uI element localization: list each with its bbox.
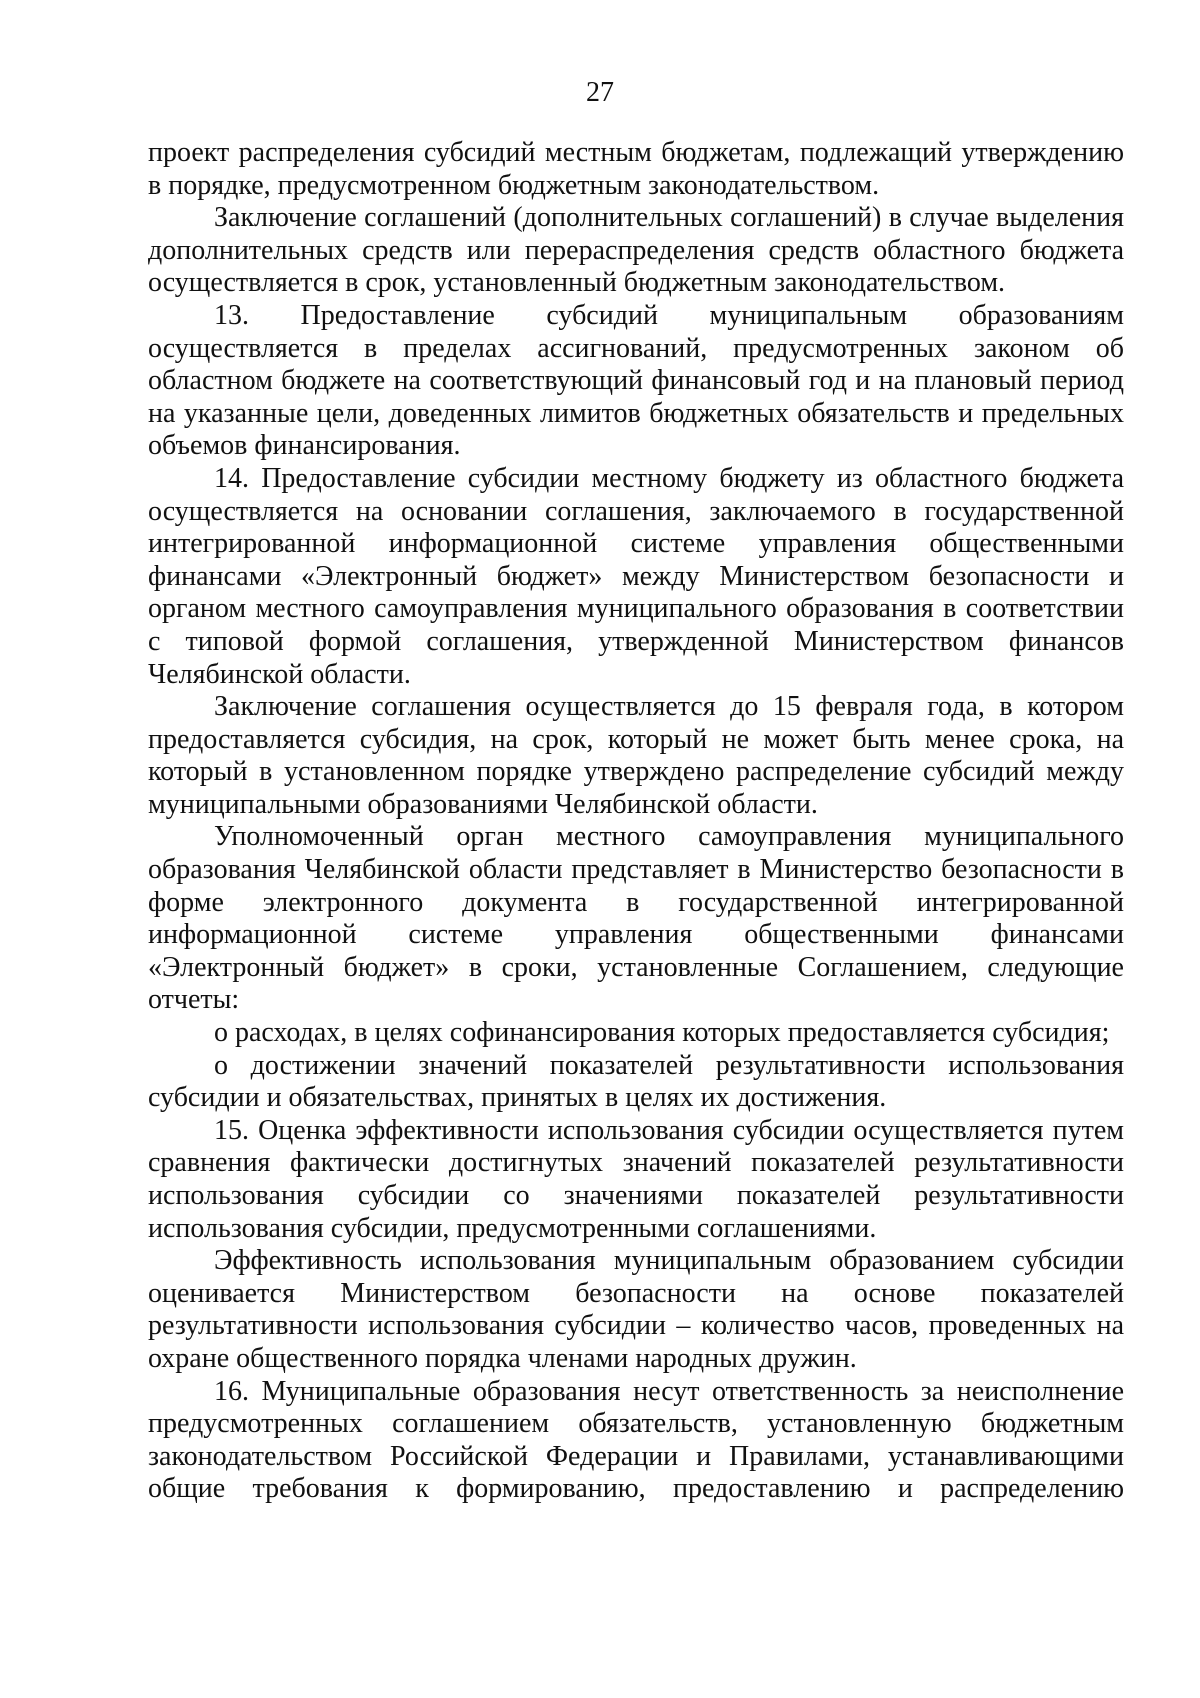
page-number: 27 (586, 77, 614, 108)
paragraph-agreement-deadline: Заключение соглашения осуществляется до 15 февраля года, в котором предоставляется субсидия, на срок, который не может быть менее срока, на который в установленном порядке утверждено распределение субсидий между муниципальными образованиями Челябинской области. (148, 691, 1124, 820)
paragraph-agreements-conclusion: Заключение соглашений (дополнительных соглашений) в случае выделения дополнительных средств или перераспределения средств областного бюджета осуществляется в срок, установленный бюджетным законодательством. (148, 202, 1124, 299)
paragraph-item-15: 15. Оценка эффективности использования субсидии осуществляется путем сравнения фактически достигнутых значений показателей результативности использования субсидии со значениями показателей результативности использования субсидии, предусмотренными соглашениями. (148, 1114, 1124, 1244)
paragraph-report-indicators: о достижении значений показателей результативности использования субсидии и обязательствах, принятых в целях их достижения. (148, 1049, 1124, 1114)
paragraph-continuation: проект распределения субсидий местным бюджетам, подлежащий утверждению в порядке, предусмотренном бюджетным законодательством. (148, 137, 1124, 201)
body-text (148, 137, 1124, 1506)
paragraph-item-13: 13. Предоставление субсидий муниципальным образованиям осуществляется в пределах ассигнований, предусмотренных законом об областном бюджете на соответствующий финансовый год и на плановый период на указанные цели, доведенных лимитов бюджетных обязательств и предельных объемов финансирования. (148, 299, 1124, 462)
paragraph-reports-intro: Уполномоченный орган местного самоуправления муниципального образования Челябинской области представляет в Министерство безопасности в форме электронного документа в государственной интегрированной информационной системе управления общественными финансами «Электронный бюджет» в сроки, установленные Соглашением, следующие отчеты: (148, 821, 1124, 1016)
paragraph-item-14: 14. Предоставление субсидии местному бюджету из областного бюджета осуществляется на основании соглашения, заключаемого в государственной интегрированной информационной системе управления общественными финансами «Электронный бюджет» между Министерством безопасности и органом местного самоуправления муниципального образования в соответствии с типовой формой соглашения, утвержденной Министерством финансов Челябинской области. (148, 462, 1124, 690)
paragraph-item-16: 16. Муниципальные образования несут ответственность за неисполнение предусмотренных соглашением обязательств, установленную бюджетным законодательством Российской Федерации и Правилами, устанавливающими общие требования к формированию, предоставлению и распределению (148, 1375, 1124, 1505)
paragraph-report-expenses: о расходах, в целях софинансирования которых предоставляется субсидия; (214, 1017, 1110, 1049)
paragraph-efficiency-evaluation: Эффективность использования муниципальным образованием субсидии оценивается Министерством безопасности на основе показателей результативности использования субсидии – количество часов, проведенных на охране общественного порядка членами народных дружин. (148, 1245, 1124, 1374)
